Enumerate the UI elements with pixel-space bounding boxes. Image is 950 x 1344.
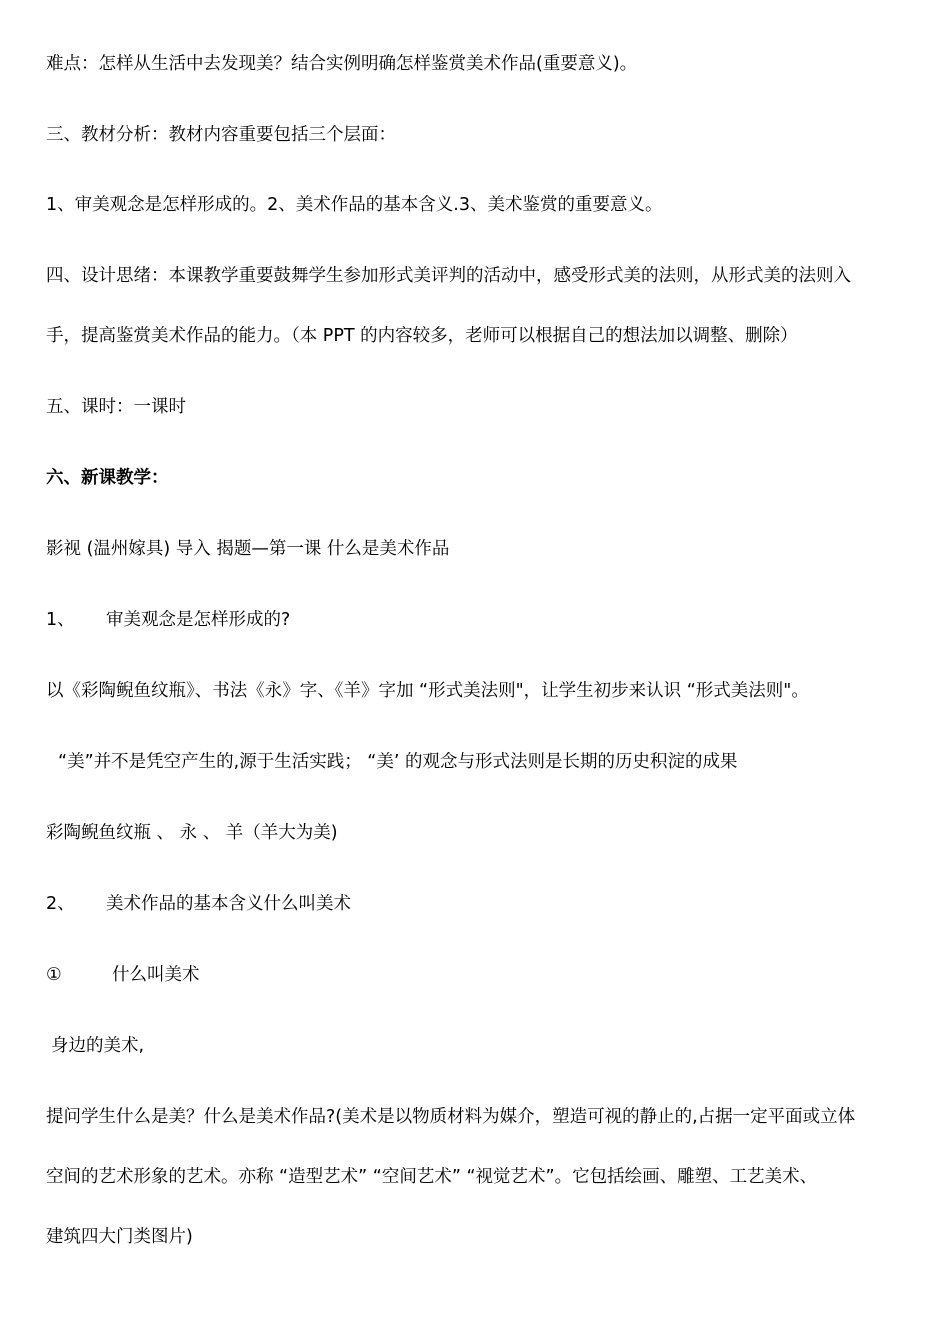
difficulty-paragraph: 难点：怎样从生活中去发现美？结合实例明确怎样鉴赏美术作品(重要意义)。 <box>46 54 638 74</box>
sub-item-1-heading <box>46 963 906 987</box>
item-1-number: 1、 <box>46 610 75 630</box>
section-3-heading: 三、教材分析：教材内容重要包括三个层面： <box>46 125 396 145</box>
item-1-quote: “美”并不是凭空产生的,源于生活实践； “美’ 的观念与形式法则是长期的历史积淀的成果 <box>58 752 738 772</box>
section-3-items: 1、审美观念是怎样形成的。2、美术作品的基本含义.3、美术鉴赏的重要意义。 <box>46 195 663 215</box>
intro-paragraph: 影视 (温州嫁具) 导入 揭题—第一课 什么是美术作品 <box>46 539 450 559</box>
item-1-examples: 彩陶鲵鱼纹瓶 、 永 、 羊（羊大为美) <box>46 823 338 843</box>
section-6-heading: 六、新课教学： <box>46 468 169 488</box>
item-2-heading <box>46 892 906 916</box>
section-5-heading: 五、课时：一课时 <box>46 397 186 417</box>
item-1-detail: 以《彩陶鲵鱼纹瓶》、书法《永》字、《羊》字加 “形式美法则"，让学生初步来认识 “形式美法则"。 <box>46 681 809 701</box>
item-1-heading <box>46 608 906 632</box>
question-line-3: 建筑四大门类图片) <box>46 1227 193 1247</box>
sub-item-1-number: ① <box>46 965 62 985</box>
item-2-number: 2、 <box>46 894 75 914</box>
item-2-text: 美术作品的基本含义什么叫美术 <box>106 894 351 914</box>
around-paragraph: 身边的美术, <box>51 1036 145 1056</box>
sub-item-1-text: 什么叫美术 <box>112 965 200 985</box>
question-line-2: 空间的艺术形象的艺术。亦称 “造型艺术” “空间艺术” “视觉艺术”。它包括绘画、雕塑、工艺美术、 <box>46 1167 818 1187</box>
item-1-text: 审美观念是怎样形成的? <box>106 610 291 630</box>
question-line-1: 提问学生什么是美？什么是美术作品?(美术是以物质材料为媒介，塑造可视的静止的,占据一定平面或立体 <box>46 1107 856 1127</box>
section-4-line-2: 手，提高鉴赏美术作品的能力。（本 PPT 的内容较多，老师可以根据自己的想法加以调整、删除） <box>46 326 798 346</box>
section-4-line-1: 四、设计思绪：本课教学重要鼓舞学生参加形式美评判的活动中，感受形式美的法则，从形式美的法则入 <box>46 266 851 286</box>
